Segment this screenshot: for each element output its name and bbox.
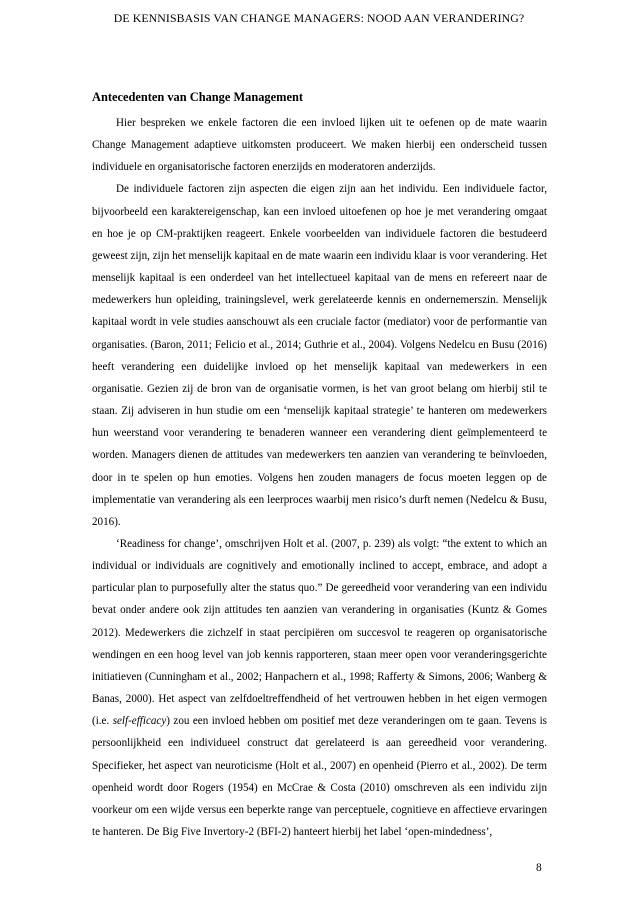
section-heading: Antecedenten van Change Management bbox=[92, 90, 303, 104]
paragraph-3-text-before: ‘Readiness for change’, omschrijven Holt et al. (2007, p. 239) als volgt: “the extent to which an individual or individuals are cognitively and emotionally inclined to accept, embrace, and adopt a particular plan to purposefully alter the status quo.” De gereedheid voor verandering van een individu bevat onder andere ook zijn attitudes ten aanzien van verandering in organisaties (Kuntz & Gomes 2012). Medewerkers die zichzelf in staat percipiëren om succesvol te reageren op organisatorische wendingen en een hoog level van job kennis rapporteren, staan meer open voor veranderingsgerichte initiatieven (Cunningham et al., 2002; Hanpachern et al., 1998; Rafferty & Simons, 2006; Wanberg & Banas, 2000). Het aspect van zelfdoeltreffendheid of het vertrouwen hebben in het eigen vermogen (i.e. bbox=[92, 537, 547, 728]
paragraph-3 bbox=[92, 533, 547, 843]
body-text bbox=[92, 112, 547, 843]
page-number: 8 bbox=[536, 862, 542, 874]
running-head: DE KENNISBASIS VAN CHANGE MANAGERS: NOOD AAN VERANDERING? bbox=[113, 11, 525, 25]
paragraph-1: Hier bespreken we enkele factoren die een invloed lijken uit te oefenen op de mate waarin Change Management adaptieve uitkomsten produceert. We maken hierbij een onderscheid tussen individuele en organisatorische factoren enerzijds en moderatoren anderzijds. bbox=[92, 117, 547, 174]
paragraph-2: De individuele factoren zijn aspecten die eigen zijn aan het individu. Een individuele factor, bijvoorbeeld een karaktereigenschap, kan een invloed uitoefenen op hoe je met verandering omgaat en hoe je op CM-praktijken reageert. Enkele voorbeelden van individuele factoren die bestudeerd geweest zijn, zijn het menselijk kapitaal en de mate waarin een individu klaar is voor verandering. Het menselijk kapitaal is een onderdeel van het intellectueel kapitaal van de mens en refereert naar de medewerkers hun opleiding, trainingslevel, werk gerelateerde kennis en ondernemerszin. Menselijk kapitaal wordt in vele studies aanschouwt als een cruciale factor (mediator) voor de performantie van organisaties. (Baron, 2011; Felicio et al., 2014; Guthrie et al., 2004). Volgens Nedelcu en Busu (2016) heeft verandering een duidelijke invloed op het menselijk kapitaal van medewerkers in een organisatie. Gezien zij de bron van de organisatie vormen, is het van groot belang om hierbij stil te staan. Zij adviseren in hun studie om een ‘menselijk kapitaal strategie’ te hanteren om medewerkers hun weerstand voor verandering te benaderen wanneer een verandering dient geïmplementeerd te worden. Managers dienen de attitudes van medewerkers ten aanzien van verandering te beïnvloeden, door in te spelen op hun emoties. Volgens hen zouden managers de focus moeten leggen op de implementatie van verandering als een leerproces waarbij men risico’s durft nemen (Nedelcu & Busu, 2016). bbox=[92, 183, 547, 528]
self-efficacy-term: self-efficacy bbox=[112, 715, 167, 728]
paragraph-3-text-after: ) zou een invloed hebben om positief met deze veranderingen om te gaan. Tevens is persoonlijkheid een individueel construct dat gerelateerd is aan gereedheid voor verandering. Specifieker, het aspect van neuroticisme (Holt et al., 2007) en openheid (Pierro et al., 2002). De term openheid wordt door Rogers (1954) en McCrae & Costa (2010) omschreven als een individu zijn voorkeur om een wijde versus een beperkte range van perceptuele, cognitieve en affectieve ervaringen te hanteren. De Big Five Invertory-2 (BFI-2) hanteert hierbij het label ‘open-mindedness’, bbox=[92, 715, 547, 838]
